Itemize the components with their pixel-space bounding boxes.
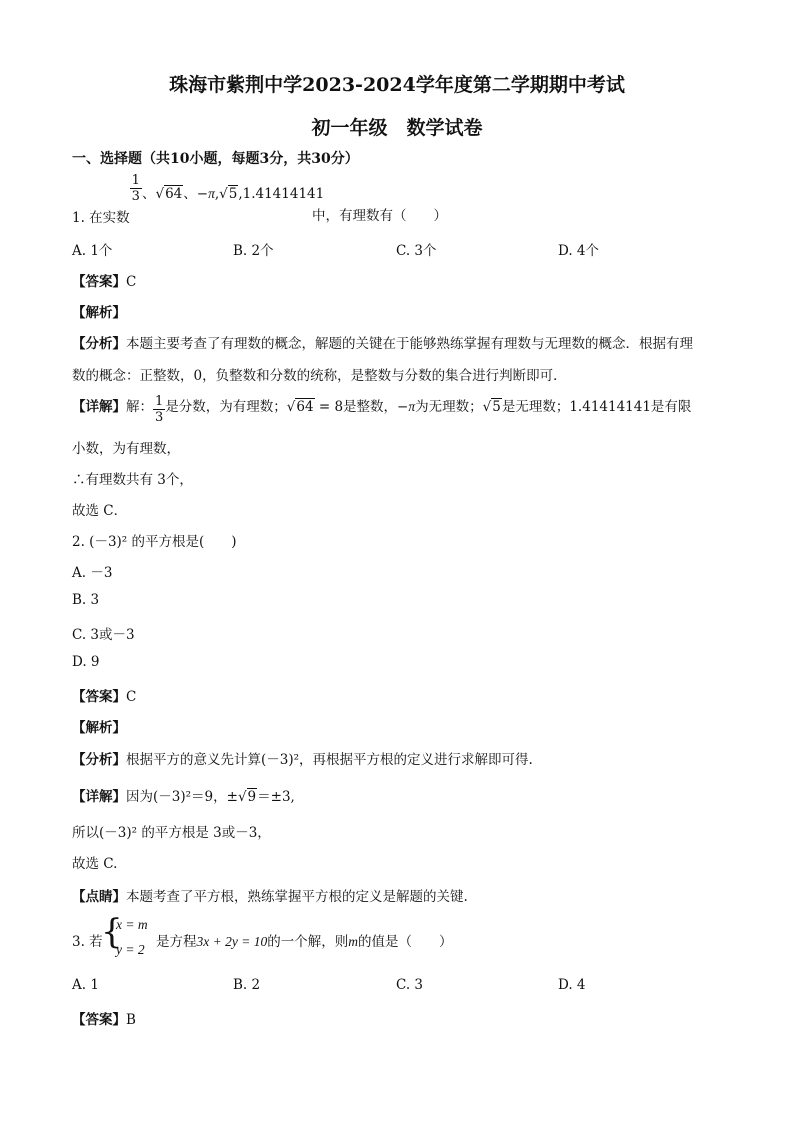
detail-text: 解：: [126, 399, 153, 415]
q1-detail-line4: 故选 C．: [72, 503, 128, 519]
radical-icon: √: [237, 789, 247, 805]
radical-icon: √: [482, 399, 492, 415]
dianjing-label: 【点睛】: [72, 889, 126, 905]
exam-subtitle: 初一年级 数学试卷: [311, 117, 483, 139]
q2-line3: 故选 C.: [72, 856, 118, 872]
q1-option-c: C. 3个: [396, 243, 437, 259]
q1-frac-num: 1: [131, 173, 140, 188]
q2-sqrt9: [238, 789, 257, 805]
q1-fenxi: [72, 332, 693, 352]
q3-equation: 3x + 2y = 10: [196, 934, 268, 949]
answer-value: C: [126, 274, 137, 290]
q2-detail: [72, 785, 295, 805]
q1-frac-den: 3: [131, 189, 140, 204]
q3-system-line2: y = 2: [116, 942, 145, 957]
q2-option-d: D. 9: [72, 654, 100, 670]
q1-detail-sqrt5: [483, 399, 502, 415]
q2-option-c: C. 3或－3: [72, 627, 135, 643]
q3-rest: [156, 930, 452, 950]
q1-fenxi-line2: 数的概念：正整数，0，负整数和分数的统称，是整数与分数的集合进行判断即可．: [72, 368, 567, 384]
q1-sqrt64: [155, 186, 183, 202]
q3-var: m: [348, 934, 358, 949]
radicand: 5: [492, 399, 501, 415]
q3-mid: 是方程: [156, 934, 197, 950]
q1-sep: 、−: [183, 186, 209, 202]
q3-option-b: B. 2: [233, 977, 261, 993]
radicand: 64: [296, 399, 314, 415]
q1-suffix: 中，有理数有（ ）: [312, 208, 447, 224]
q1-analysis-label: 【解析】: [72, 305, 126, 321]
q1-radicand-5: 5: [228, 186, 238, 202]
fenxi-text: 本题主要考查了有理数的概念，解题的关键在于能够熟练掌握有理数与无理数的概念．根据有理: [126, 336, 693, 352]
fenxi-text: 根据平方的意义先计算(－3)²，再根据平方根的定义进行求解即可得.: [126, 752, 533, 768]
detail-label: 【详解】: [72, 399, 126, 415]
q1-option-b: B. 2个: [233, 243, 274, 259]
answer-label: 【答案】: [72, 1012, 126, 1028]
q1-decimal: ,1.41414141: [238, 186, 325, 202]
q1-answer: [72, 270, 136, 290]
q2-dianjing: [72, 885, 468, 905]
detail-text: ＝±3,: [257, 789, 295, 805]
q3-option-a: A. 1: [72, 977, 99, 993]
q3-system-brace: {: [101, 912, 123, 952]
detail-text: = 8是整数，−: [314, 399, 409, 415]
q1-fraction: [130, 174, 142, 203]
pi: π: [408, 399, 416, 414]
q1-detail-line2: 小数，为有理数，: [72, 441, 180, 457]
section-heading: 一、选择题（共10小题，每题3分，共30分）: [72, 151, 359, 167]
radicand: 9: [247, 789, 257, 805]
answer-label: 【答案】: [72, 689, 126, 705]
q2-option-a: A. －3: [72, 565, 113, 581]
q1-detail: [72, 393, 692, 425]
frac-num: 1: [155, 394, 164, 409]
q3-option-c: C. 3: [396, 977, 424, 993]
radical-icon: √: [155, 186, 165, 202]
radical-icon: √: [286, 399, 296, 415]
q1-detail-fraction: [153, 395, 165, 424]
q3-tail: 的一个解，则: [267, 934, 349, 950]
q3-answer: [72, 1008, 136, 1028]
dianjing-text: 本题考查了平方根，熟练掌握平方根的定义是解题的关键.: [126, 889, 468, 905]
q3-option-d: D. 4: [558, 977, 586, 993]
detail-text: 是分数，为有理数；: [165, 399, 287, 415]
question-2-stem: 2. (－3)² 的平方根是( ): [72, 534, 237, 550]
q2-analysis-label: 【解析】: [72, 720, 126, 736]
q1-detail-line3: ∴有理数共有 3个，: [72, 472, 193, 488]
q1-radicand-64: 64: [165, 186, 183, 202]
q1-option-d: D. 4个: [558, 243, 600, 259]
detail-text: 因为(－3)²＝9，±: [126, 789, 238, 805]
q2-option-b: B. 3: [72, 592, 100, 608]
detail-text: 为无理数；: [415, 399, 483, 415]
q1-sep: 、: [141, 186, 156, 202]
q2-answer: [72, 685, 136, 705]
frac-den: 3: [155, 410, 164, 425]
q3-system-line1: x = m: [116, 917, 148, 932]
answer-label: 【答案】: [72, 274, 126, 290]
fenxi-label: 【分析】: [72, 336, 126, 352]
answer-value: B: [126, 1012, 136, 1028]
q2-line2: 所以(－3)² 的平方根是 3或－3，: [72, 825, 271, 841]
q3-tail: 的值是（ ）: [357, 934, 453, 950]
detail-label: 【详解】: [72, 789, 126, 805]
radical-icon: √: [219, 186, 228, 202]
exam-title: 珠海市紫荆中学2023-2024学年度第二学期期中考试: [169, 74, 625, 96]
question-3-stem: 3. 若: [72, 934, 103, 950]
q1-prefix: 1. 在实数: [72, 210, 130, 226]
fenxi-label: 【分析】: [72, 752, 126, 768]
detail-text: 是无理数；1.41414141是有限: [501, 399, 692, 415]
q2-fenxi: [72, 748, 533, 768]
q1-detail-sqrt64: [287, 399, 315, 415]
q1-sqrt5: [219, 186, 238, 202]
q1-pi: π: [208, 186, 215, 201]
question-1-stem: [72, 173, 325, 226]
q1-sep: ,: [214, 186, 220, 202]
answer-value: C: [126, 689, 137, 705]
q1-option-a: A. 1个: [72, 243, 113, 259]
